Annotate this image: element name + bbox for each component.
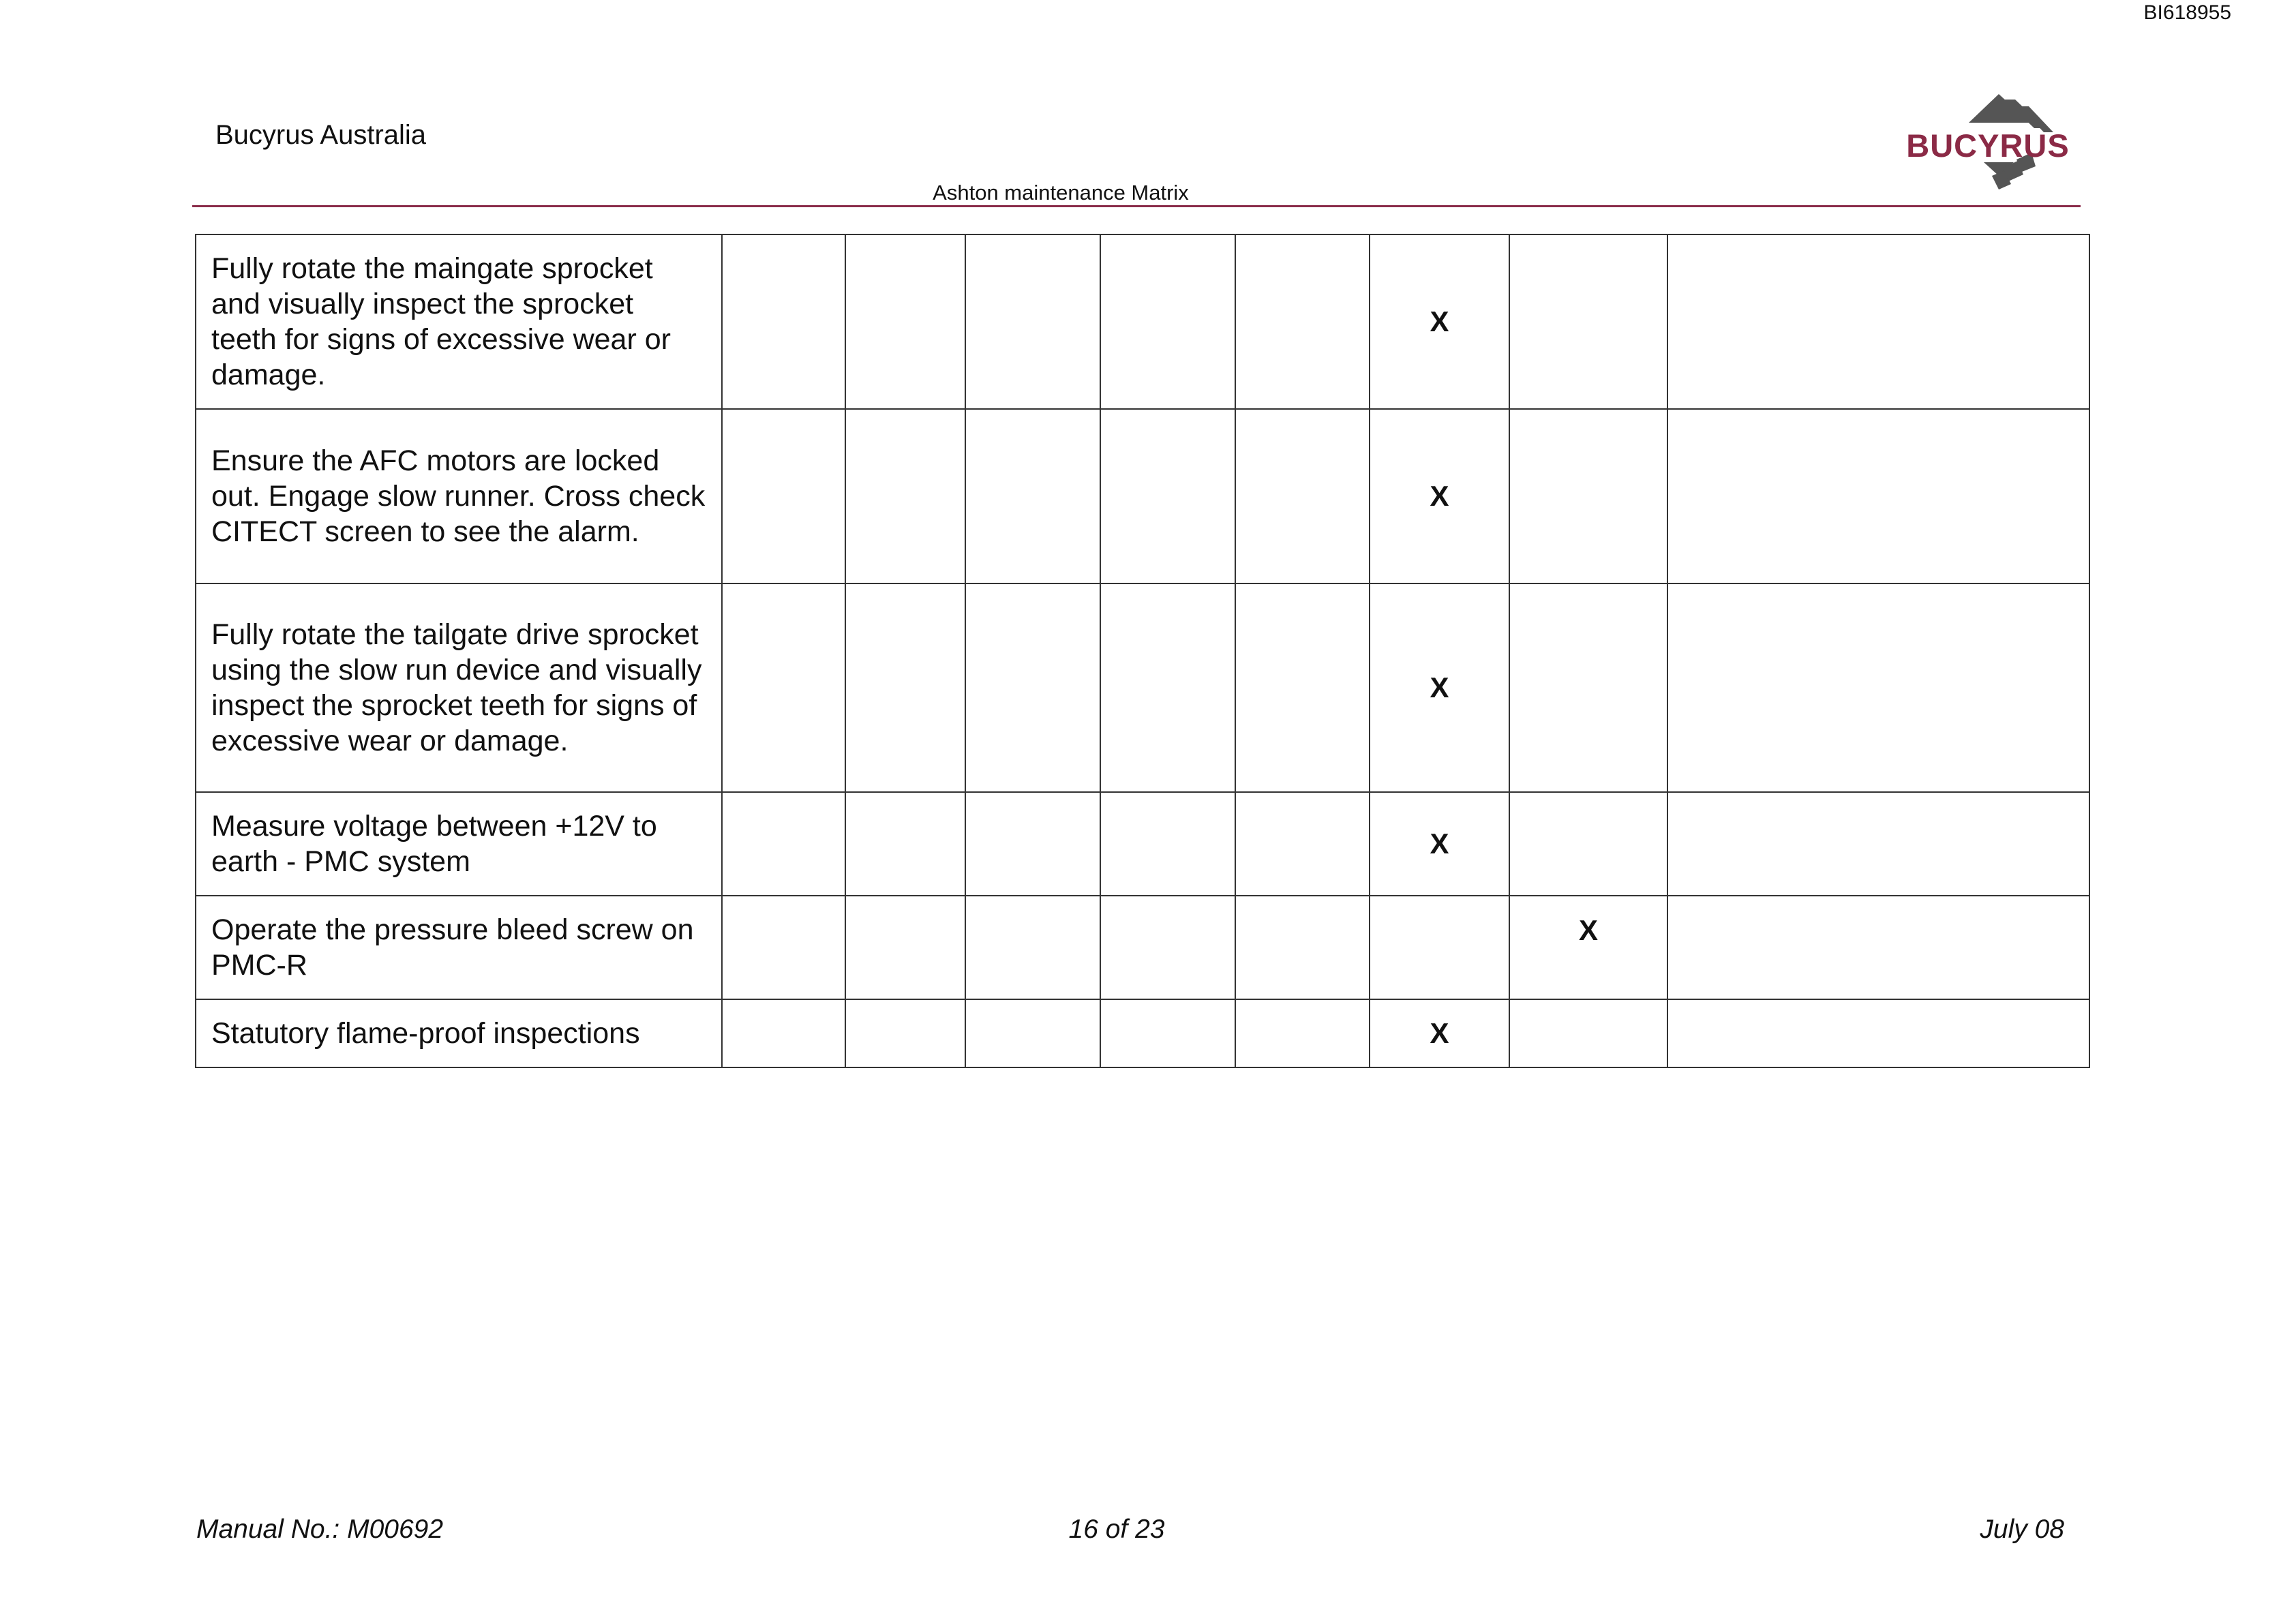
mark-cell: X [1370, 999, 1509, 1067]
task-cell: Fully rotate the tailgate drive sprocket using the slow run device and visually inspect the sprocket teeth for signs of excessive wear or damage. [196, 583, 722, 792]
mark-cell [1667, 583, 2089, 792]
task-cell: Measure voltage between +12V to earth - PMC system [196, 792, 722, 896]
page-title: Ashton maintenance Matrix [933, 181, 1189, 204]
mark-cell [1100, 234, 1235, 409]
mark-cell [722, 409, 845, 583]
mark-cell [1509, 792, 1667, 896]
mark-cell [1100, 409, 1235, 583]
bucyrus-logo [1902, 94, 2079, 203]
mark-cell [965, 792, 1100, 896]
mark-cell [722, 896, 845, 999]
mark-cell [1667, 234, 2089, 409]
table-row [196, 583, 2089, 792]
table-row [196, 792, 2089, 896]
mark-cell [845, 792, 965, 896]
mark-cell [1235, 792, 1370, 896]
mark-cell [722, 792, 845, 896]
mark-cell [1667, 409, 2089, 583]
mark-cell [845, 583, 965, 792]
mark-cell [965, 999, 1100, 1067]
task-cell: Statutory flame-proof inspections [196, 999, 722, 1067]
mark-cell [722, 583, 845, 792]
mark-cell [845, 999, 965, 1067]
mark-cell [845, 896, 965, 999]
mark-cell: X [1370, 409, 1509, 583]
task-cell: Ensure the AFC motors are locked out. Engage slow runner. Cross check CITECT screen to see the alarm. [196, 409, 722, 583]
mark-cell [1235, 234, 1370, 409]
mark-cell [1509, 583, 1667, 792]
mark-cell [1100, 999, 1235, 1067]
mark-cell [1235, 999, 1370, 1067]
mark-cell [965, 583, 1100, 792]
table-row [196, 234, 2089, 409]
table-row [196, 409, 2089, 583]
table-row [196, 999, 2089, 1067]
mark-cell [845, 234, 965, 409]
mark-cell [965, 234, 1100, 409]
mark-cell [1235, 409, 1370, 583]
mark-cell [1667, 999, 2089, 1067]
logo-text: BUCYRUS [1906, 127, 2070, 164]
mark-cell: X [1509, 896, 1667, 999]
task-cell: Fully rotate the maingate sprocket and visually inspect the sprocket teeth for signs of excessive wear or damage. [196, 234, 722, 409]
mark-cell [722, 234, 845, 409]
mark-cell [1509, 234, 1667, 409]
mark-cell [965, 896, 1100, 999]
mark-cell [722, 999, 845, 1067]
mark-cell [1235, 896, 1370, 999]
mark-cell [1667, 896, 2089, 999]
page-number: 16 of 23 [1068, 1515, 1165, 1544]
document-date: July 08 [1980, 1515, 2064, 1544]
mark-cell [1100, 792, 1235, 896]
mark-cell [1509, 409, 1667, 583]
maintenance-matrix-table [195, 234, 2090, 1068]
mark-cell: X [1370, 583, 1509, 792]
mark-cell [1235, 583, 1370, 792]
task-cell: Operate the pressure bleed screw on PMC-R [196, 896, 722, 999]
mark-cell [1100, 896, 1235, 999]
mark-cell [1370, 896, 1509, 999]
mark-cell [965, 409, 1100, 583]
mark-cell [845, 409, 965, 583]
mark-cell: X [1370, 792, 1509, 896]
manual-number: Manual No.: M00692 [196, 1515, 444, 1544]
mark-cell [1509, 999, 1667, 1067]
mark-cell [1100, 583, 1235, 792]
company-name: Bucyrus Australia [215, 120, 427, 150]
mark-cell: X [1370, 234, 1509, 409]
header-divider [192, 205, 2081, 207]
mark-cell [1667, 792, 2089, 896]
table-row [196, 896, 2089, 999]
document-id: BI618955 [2143, 1, 2231, 24]
